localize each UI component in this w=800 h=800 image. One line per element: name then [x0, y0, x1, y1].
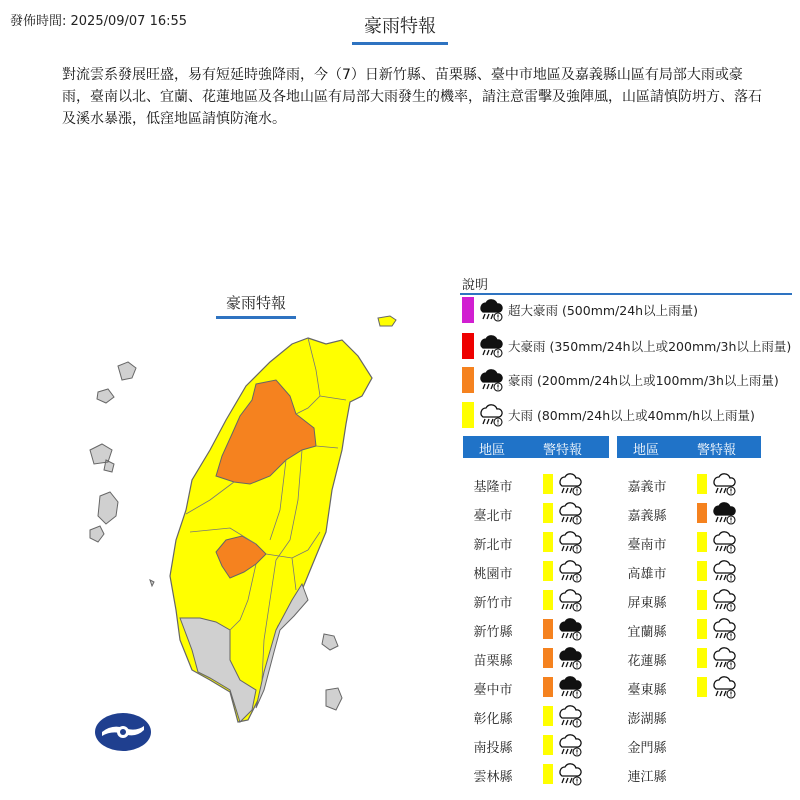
legend-swatch: [462, 333, 474, 359]
heavy-rain-icon: [711, 674, 737, 700]
legend-label: 大雨 (80mm/24h以上或40mm/h以上雨量): [508, 408, 755, 423]
torrential-rain-icon: [557, 616, 583, 642]
table-row: [463, 760, 603, 788]
table-row: [617, 702, 757, 730]
heavy-level-bar: [543, 474, 553, 494]
taiwan-warning-map: [80, 300, 410, 740]
heavy-level-bar: [543, 561, 553, 581]
heavy-rain-icon: [557, 471, 583, 497]
table-row: [617, 528, 757, 556]
extremely-torrential-rain-icon: [478, 333, 504, 359]
heavy-level-bar: [543, 764, 553, 784]
region-name: 屏東縣: [627, 596, 667, 611]
heavy-rain-icon: [711, 587, 737, 613]
table-row: [617, 557, 757, 585]
region-name: 南投縣: [473, 741, 513, 756]
heavy-level-bar: [543, 503, 553, 523]
heavy-level-bar: [543, 532, 553, 552]
region-name: 彰化縣: [473, 712, 513, 727]
map-title: 豪雨特報: [216, 292, 296, 319]
torrential-level-bar: [697, 503, 707, 523]
heavy-rain-icon: [557, 761, 583, 787]
table-header-left: [463, 436, 609, 458]
heavy-rain-icon: [711, 616, 737, 642]
heavy-level-bar: [543, 590, 553, 610]
col-region-left: 地區: [479, 443, 506, 458]
legend-item: [462, 332, 791, 360]
extreme-torrential-rain-icon: [478, 297, 504, 323]
table-row: [617, 470, 757, 498]
region-name: 宜蘭縣: [627, 625, 667, 640]
legend-item: [462, 296, 698, 324]
torrential-rain-icon: [478, 367, 504, 393]
legend-swatch: [462, 297, 474, 323]
table-row: [463, 499, 603, 527]
legend-heading: 說明: [462, 278, 489, 293]
region-name: 金門縣: [627, 741, 667, 756]
col-warning-left: 警特報: [543, 443, 583, 458]
heavy-rain-icon: [557, 529, 583, 555]
region-name: 苗栗縣: [473, 654, 513, 669]
legend-item: [462, 366, 779, 394]
torrential-level-bar: [543, 677, 553, 697]
heavy-level-bar: [697, 590, 707, 610]
table-row: [617, 615, 757, 643]
heavy-rain-icon: [557, 587, 583, 613]
region-name: 嘉義市: [627, 480, 667, 495]
torrential-rain-icon: [557, 674, 583, 700]
legend-label: 豪雨 (200mm/24h以上或100mm/3h以上雨量): [508, 373, 779, 388]
torrential-rain-icon: [557, 645, 583, 671]
torrential-rain-icon: [711, 500, 737, 526]
table-row: [617, 731, 757, 759]
keelung-islet: [378, 316, 396, 326]
table-header-right: [617, 436, 761, 458]
heavy-rain-icon: [557, 732, 583, 758]
heavy-level-bar: [543, 735, 553, 755]
torrential-level-bar: [543, 619, 553, 639]
table-row: [463, 470, 603, 498]
heavy-rain-icon: [557, 703, 583, 729]
region-name: 連江縣: [627, 770, 667, 785]
page-title: 豪雨特報: [352, 12, 448, 45]
legend-item: [462, 401, 755, 429]
table-row: [617, 673, 757, 701]
cwa-logo: [94, 712, 152, 752]
heavy-rain-icon: [711, 471, 737, 497]
region-name: 臺東縣: [627, 683, 667, 698]
heavy-level-bar: [697, 677, 707, 697]
region-name: 新竹縣: [473, 625, 513, 640]
heavy-rain-icon: [711, 558, 737, 584]
torrential-level-bar: [543, 648, 553, 668]
region-name: 基隆市: [473, 480, 513, 495]
region-name: 花蓮縣: [627, 654, 667, 669]
table-row: [617, 499, 757, 527]
col-warning-right: 警特報: [697, 443, 737, 458]
legend-label: 大豪雨 (350mm/24h以上或200mm/3h以上雨量): [508, 339, 792, 354]
table-row: [463, 731, 603, 759]
warning-description: 對流雲系發展旺盛，易有短延時強降雨，今（7）日新竹縣、苗栗縣、臺中市地區及嘉義縣山區有局部大雨或豪雨，臺南以北、宜蘭、花蓮地區及各地山區有局部大雨發生的機率，請注意雷擊及強陣風，山區請慎防坍方、落石及溪水暴漲，低窪地區請慎防淹水。: [62, 67, 762, 127]
legend-swatch: [462, 402, 474, 428]
region-name: 臺中市: [473, 683, 513, 698]
heavy-level-bar: [543, 706, 553, 726]
region-name: 臺南市: [627, 538, 667, 553]
region-name: 澎湖縣: [627, 712, 667, 727]
legend-label: 超大豪雨 (500mm/24h以上雨量): [508, 303, 698, 318]
heavy-level-bar: [697, 561, 707, 581]
heavy-level-bar: [697, 532, 707, 552]
heavy-level-bar: [697, 474, 707, 494]
publish-time: 發佈時間: 2025/09/07 16:55: [10, 14, 188, 29]
region-name: 桃園市: [473, 567, 513, 582]
heavy-rain-icon: [557, 500, 583, 526]
table-row: [463, 644, 603, 672]
region-name: 雲林縣: [473, 770, 513, 785]
table-row: [617, 586, 757, 614]
heavy-rain-icon: [557, 558, 583, 584]
region-name: 新北市: [473, 538, 513, 553]
heavy-rain-icon: [478, 402, 504, 428]
legend-swatch: [462, 367, 474, 393]
heavy-level-bar: [697, 619, 707, 639]
table-row: [463, 702, 603, 730]
table-row: [463, 673, 603, 701]
col-region-right: 地區: [633, 443, 660, 458]
legend-divider: [460, 293, 792, 295]
table-row: [463, 586, 603, 614]
heavy-rain-icon: [711, 645, 737, 671]
table-row: [617, 760, 757, 788]
heavy-level-bar: [697, 648, 707, 668]
table-row: [463, 557, 603, 585]
region-name: 臺北市: [473, 509, 513, 524]
table-row: [463, 615, 603, 643]
region-name: 新竹市: [473, 596, 513, 611]
table-row: [463, 528, 603, 556]
heavy-rain-icon: [711, 529, 737, 555]
region-name: 高雄市: [627, 567, 667, 582]
region-name: 嘉義縣: [627, 509, 667, 524]
table-row: [617, 644, 757, 672]
